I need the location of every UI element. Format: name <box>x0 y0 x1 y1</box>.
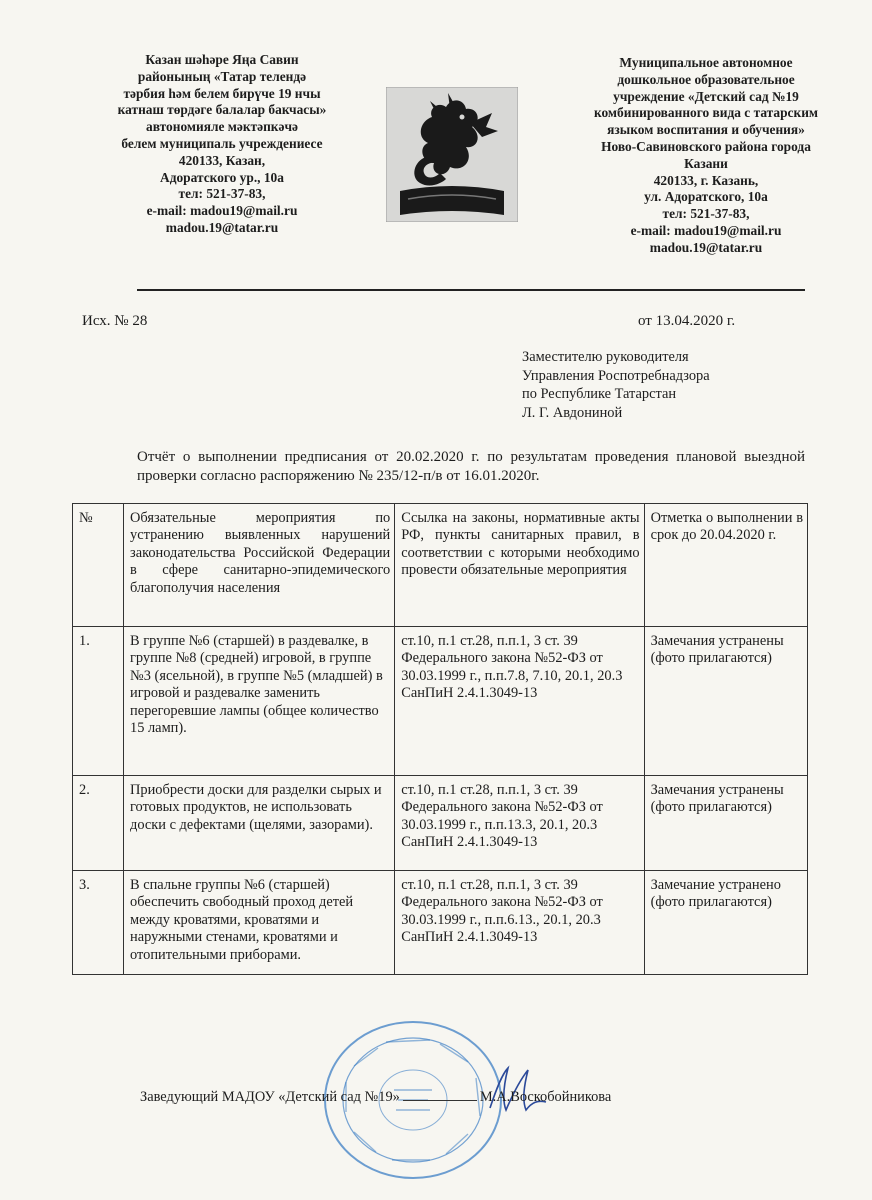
addressee-line: Управления Роспотребнадзора <box>522 367 710 384</box>
header-right-line: Ново-Савиновского района города <box>601 138 811 154</box>
row-number: 2. <box>73 776 124 871</box>
header-right-line: языком воспитания и обучения» <box>607 122 805 138</box>
header-right-russian <box>566 55 846 257</box>
header-right-line: e-mail: madou19@mail.ru <box>630 222 782 238</box>
header-right-line: дошкольное образовательное <box>617 71 795 87</box>
row-status: Замечания устранены (фото прилагаются) <box>644 627 807 776</box>
header-left-line: Казан шәһәре Яңа Савин <box>145 52 299 67</box>
report-title: Отчёт о выполнении предписания от 20.02.2020 г. по результатам проведения плановой выездной проверки согласно распоряжению № 235/12-п/в от 16.01.2020г. <box>137 449 805 484</box>
header-cell-status: Отметка о выполнении в срок до 20.04.2020 г. <box>644 504 807 627</box>
signature-blank <box>403 1088 477 1101</box>
header-cell-measures: Обязательные мероприятия по устранению выявленных нарушений законодательства Российской Федерации в сфере санитарно-эпидемического благополучия населения <box>124 504 395 627</box>
measures-table <box>72 503 808 975</box>
addressee-line: по Республике Татарстан <box>522 386 677 402</box>
header-left-line: районының «Татар телендә <box>137 68 307 84</box>
header-left-line: катнаш төрдәге балалар бакчасы» <box>117 102 327 118</box>
header-right-line: madou.19@tatar.ru <box>649 239 763 255</box>
addressee-block <box>522 348 710 422</box>
addressee-line: Л. Г. Авдониной <box>522 404 623 421</box>
header-left-tatar <box>72 52 372 237</box>
header-cell-reference: Ссылка на законы, нормативные акты РФ, пункты санитарных правил, в соответствии с которыми необходимо провести обязательные мероприятия <box>395 504 644 627</box>
signatory-position: Заведующий МАДОУ «Детский сад №19» <box>140 1089 400 1105</box>
signatory-name: М.А.Воскобойникова <box>479 1089 612 1105</box>
header-left-line: 420133, Казан, <box>178 152 266 168</box>
header-left-line: тәрбия һәм белем бирүче 19 нчы <box>123 85 321 101</box>
header-right-line: ул. Адоратского, 10а <box>644 189 768 205</box>
header-left-line: тел: 521-37-83, <box>178 186 266 202</box>
header-cell-number: № <box>73 504 124 627</box>
table-header-row <box>73 504 808 627</box>
header-divider <box>137 289 805 291</box>
header-right-line: 420133, г. Казань, <box>653 172 759 188</box>
row-number: 1. <box>73 627 124 776</box>
row-reference: ст.10, п.1 ст.28, п.п.1, 3 ст. 39 Федерального закона №52-ФЗ от 30.03.1999 г., п.п.6.13., 20.1, 20.3 СанПиН 2.4.1.3049-13 <box>395 871 644 975</box>
row-measure: В группе №6 (старшей) в раздевалке, в группе №8 (средней) игровой, в группе №3 (ясельной), в группе №5 (младшей) в игровой и раздевалке заменить перегоревшие лампы (общее количество 15 ламп). <box>124 627 395 776</box>
row-number: 3. <box>73 871 124 975</box>
kazan-coat-of-arms-icon <box>386 87 518 222</box>
table-row <box>73 871 808 975</box>
addressee-line: Заместителю руководителя <box>522 349 689 365</box>
header-left-line: e-mail: madou19@mail.ru <box>146 203 298 219</box>
row-status: Замечания устранены (фото прилагаются) <box>644 776 807 871</box>
row-measure: В спальне группы №6 (старшей) обеспечить свободный проход детей между кроватями, кроватями и наружными стенами, кроватями и отопительными приборами. <box>124 871 395 975</box>
header-left-line: madou.19@tatar.ru <box>165 219 279 235</box>
header-right-line: Муниципальное автономное <box>619 55 793 70</box>
header-right-line: комбинированного вида с татарским <box>593 105 819 121</box>
table-row <box>73 627 808 776</box>
row-status: Замечание устранено (фото прилагаются) <box>644 871 807 975</box>
row-measure: Приобрести доски для разделки сырых и готовых продуктов, не использовать доски с дефектами (щелями, зазорами). <box>124 776 395 871</box>
table-row <box>73 776 808 871</box>
signature-line <box>140 1088 611 1106</box>
document-date: от 13.04.2020 г. <box>638 313 736 329</box>
row-reference: ст.10, п.1 ст.28, п.п.1, 3 ст. 39 Федерального закона №52-ФЗ от 30.03.1999 г., п.п.13.3, 20.1, 20.3 СанПиН 2.4.1.3049-13 <box>395 776 644 871</box>
outgoing-number: Исх. № 28 <box>82 313 148 329</box>
header-right-line: Казани <box>684 155 728 171</box>
header-left-line: автономияле мәктәпкәчә <box>146 119 298 135</box>
header-right-line: учреждение «Детский сад №19 <box>613 88 799 104</box>
header-left-line: Адоратского ур., 10а <box>160 169 284 185</box>
header-left-line: белем муниципаль учреждениесе <box>121 135 323 151</box>
header-right-line: тел: 521-37-83, <box>662 206 750 222</box>
row-reference: ст.10, п.1 ст.28, п.п.1, 3 ст. 39 Федерального закона №52-ФЗ от 30.03.1999 г., п.п.7.8, 7.10, 20.1, 20.3 СанПиН 2.4.1.3049-13 <box>395 627 644 776</box>
